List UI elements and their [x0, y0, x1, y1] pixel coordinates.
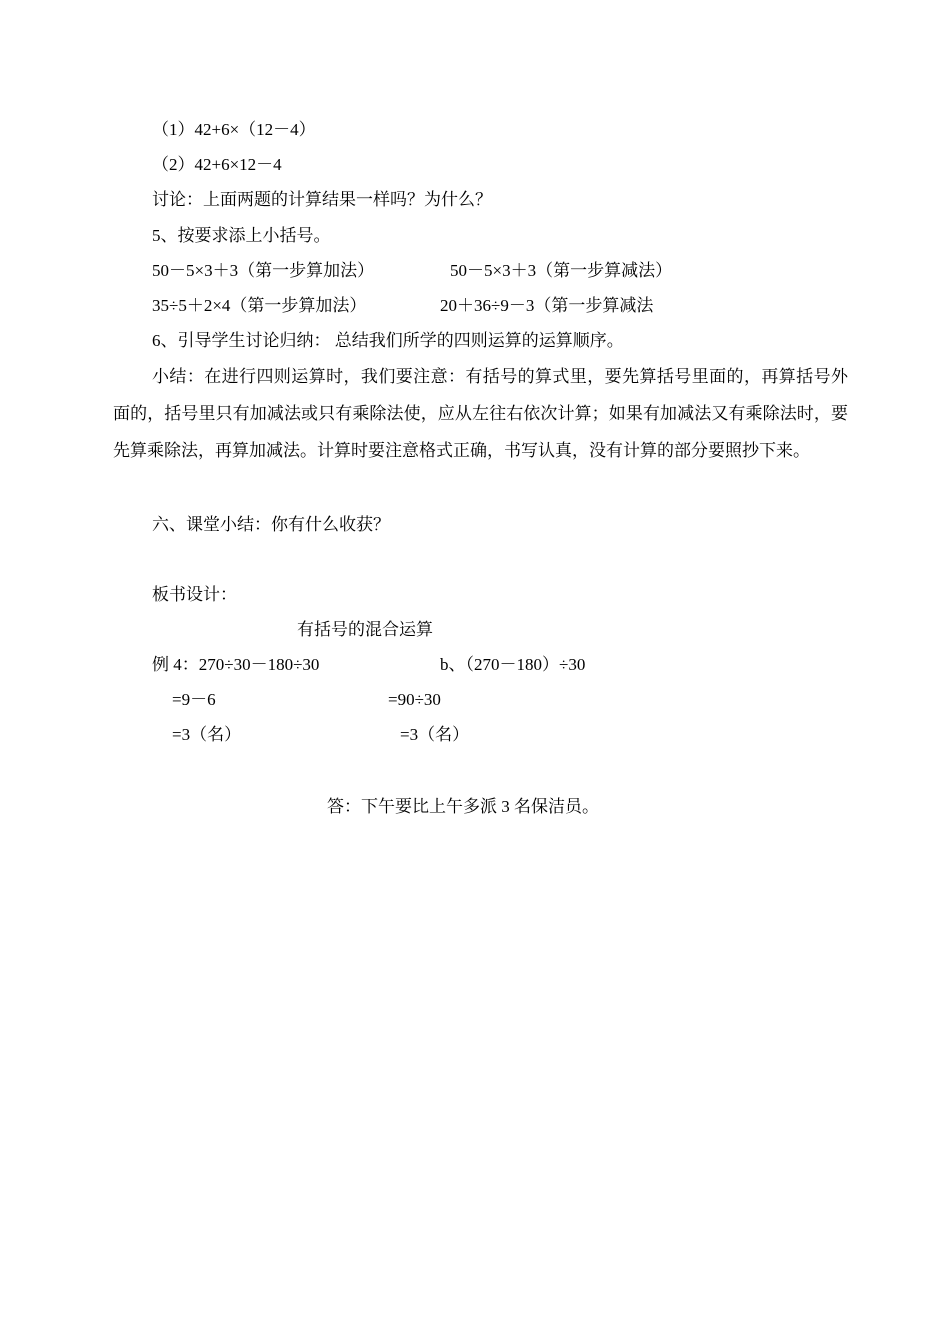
summary-paragraph: 小结：在进行四则运算时，我们要注意：有括号的算式里，要先算括号里面的，再算括号外面的，括号里只有加减法或只有乘除法使，应从左往右依次计算；如果有加减法又有乘除法时，要先算乘除法，再算加减法。计算时要注意格式正确，书写认真，没有计算的部分要照抄下来。	[113, 367, 848, 460]
exercise-item-1: （1）42+6×（12－4）	[152, 120, 316, 139]
step-2-left: =3（名）	[172, 725, 242, 744]
section-6-heading: 六、课堂小结：你有什么收获？	[152, 515, 390, 534]
step-2-right: =3（名）	[400, 725, 470, 744]
expression-c: 35÷5＋2×4（第一步算加法）	[152, 296, 367, 315]
board-design-label: 板书设计：	[152, 585, 237, 604]
discussion-question: 讨论：上面两题的计算结果一样吗？为什么？	[152, 190, 492, 209]
expression-d: 20＋36÷9－3（第一步算减法	[440, 296, 654, 315]
expression-b: 50－5×3＋3（第一步算减法）	[450, 261, 673, 280]
question-6-heading: 6、引导学生讨论归纳： 总结我们所学的四则运算的运算顺序。	[152, 331, 624, 350]
answer-line: 答：下午要比上午多派 3 名保洁员。	[327, 797, 599, 816]
exercise-item-2: （2）42+6×12－4	[152, 155, 282, 174]
step-1-left: =9－6	[172, 690, 216, 709]
step-1-right: =90÷30	[388, 690, 441, 709]
board-title: 有括号的混合运算	[297, 620, 433, 639]
expression-a: 50－5×3＋3（第一步算加法）	[152, 261, 375, 280]
example-4-right: b、（270－180）÷30	[440, 655, 586, 674]
question-5-heading: 5、按要求添上小括号。	[152, 226, 331, 245]
example-4-left: 例 4：270÷30－180÷30	[152, 655, 320, 674]
